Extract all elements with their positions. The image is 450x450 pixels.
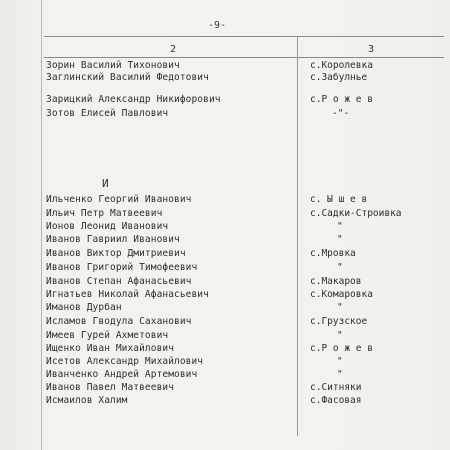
person-name: Зотов Елисей Павлович: [46, 108, 169, 119]
village-name: с.Комаровка: [310, 289, 373, 300]
person-name: Иванов Григорий Тимофеевич: [46, 262, 198, 273]
person-name: Ильич Петр Матвеевич: [46, 208, 163, 219]
table-row: [0, 316, 450, 329]
section-letter: И: [102, 177, 109, 190]
village-name: с.Садки-Строивка: [310, 208, 402, 219]
village-name: ": [337, 330, 343, 341]
village-name: -"-: [332, 108, 350, 119]
village-name: ": [337, 302, 343, 313]
person-name: Исмаилов Халим: [46, 395, 128, 406]
table-row: [0, 248, 450, 261]
person-name: Иванов Гавриил Иванович: [46, 234, 180, 245]
person-name: Иванов Виктор Дмитриевич: [46, 248, 186, 259]
table-row: [0, 343, 450, 356]
person-name: Ищенко Иван Михайлович: [46, 343, 175, 354]
person-name: Ильченко Георгий Иванович: [46, 194, 192, 205]
person-name: Имеев Гурей Ахметович: [46, 330, 169, 341]
page-number: -9-: [208, 20, 227, 31]
person-name: Исламов Гводула Саханович: [46, 316, 192, 327]
person-name: Игнатьев Николай Афанасьевич: [46, 289, 209, 300]
table-row: [0, 234, 450, 247]
village-name: с. Ы ш е в: [310, 194, 368, 205]
village-name: ": [337, 234, 343, 245]
table-row: [0, 276, 450, 289]
table-row: [0, 330, 450, 343]
table-row: [0, 208, 450, 221]
person-name: Иванченко Андрей Артемович: [46, 369, 198, 380]
table-row: [0, 395, 450, 408]
person-name: Исетов Александр Михайлович: [46, 356, 204, 367]
table-row: [0, 108, 450, 121]
table-row: [0, 356, 450, 369]
table-row: [0, 94, 450, 107]
table-row: [0, 289, 450, 302]
person-name: Ионов Леонид Иванович: [46, 221, 169, 232]
column-header-names: 2: [170, 44, 177, 55]
table-row: [0, 302, 450, 315]
table-row: [0, 369, 450, 382]
person-name: Зарицкий Александр Никифорович: [46, 94, 221, 105]
table-row: [0, 194, 450, 207]
table-row: [0, 72, 450, 85]
person-name: Заглинский Василий Федотович: [46, 72, 209, 83]
person-name: Зорин Василий Тихонович: [46, 60, 180, 71]
village-name: с.Ситняки: [310, 382, 362, 393]
village-name: с.Грузское: [310, 316, 368, 327]
table-top-rule: [44, 36, 444, 37]
person-name: Иванов Степан Афанасьевич: [46, 276, 192, 287]
village-name: ": [337, 262, 343, 273]
village-name: с.Королевка: [310, 60, 373, 71]
village-name: с.Фасовая: [310, 395, 362, 406]
village-name: ": [337, 221, 343, 232]
village-name: с.Забулнье: [310, 72, 368, 83]
village-name: с.Р о ж е в: [310, 343, 373, 354]
person-name: Иманов Дурбан: [46, 302, 122, 313]
table-row: [0, 262, 450, 275]
table-row: [0, 221, 450, 234]
village-name: ": [337, 369, 343, 380]
village-name: с.Макаров: [310, 276, 362, 287]
column-header-places: 3: [368, 44, 375, 55]
person-name: Иванов Павел Матвеевич: [46, 382, 175, 393]
table-header-rule: [44, 57, 444, 58]
village-name: с.Р о ж е в: [310, 94, 373, 105]
village-name: с.Мровка: [310, 248, 356, 259]
table-row: [0, 382, 450, 395]
village-name: ": [337, 356, 343, 367]
